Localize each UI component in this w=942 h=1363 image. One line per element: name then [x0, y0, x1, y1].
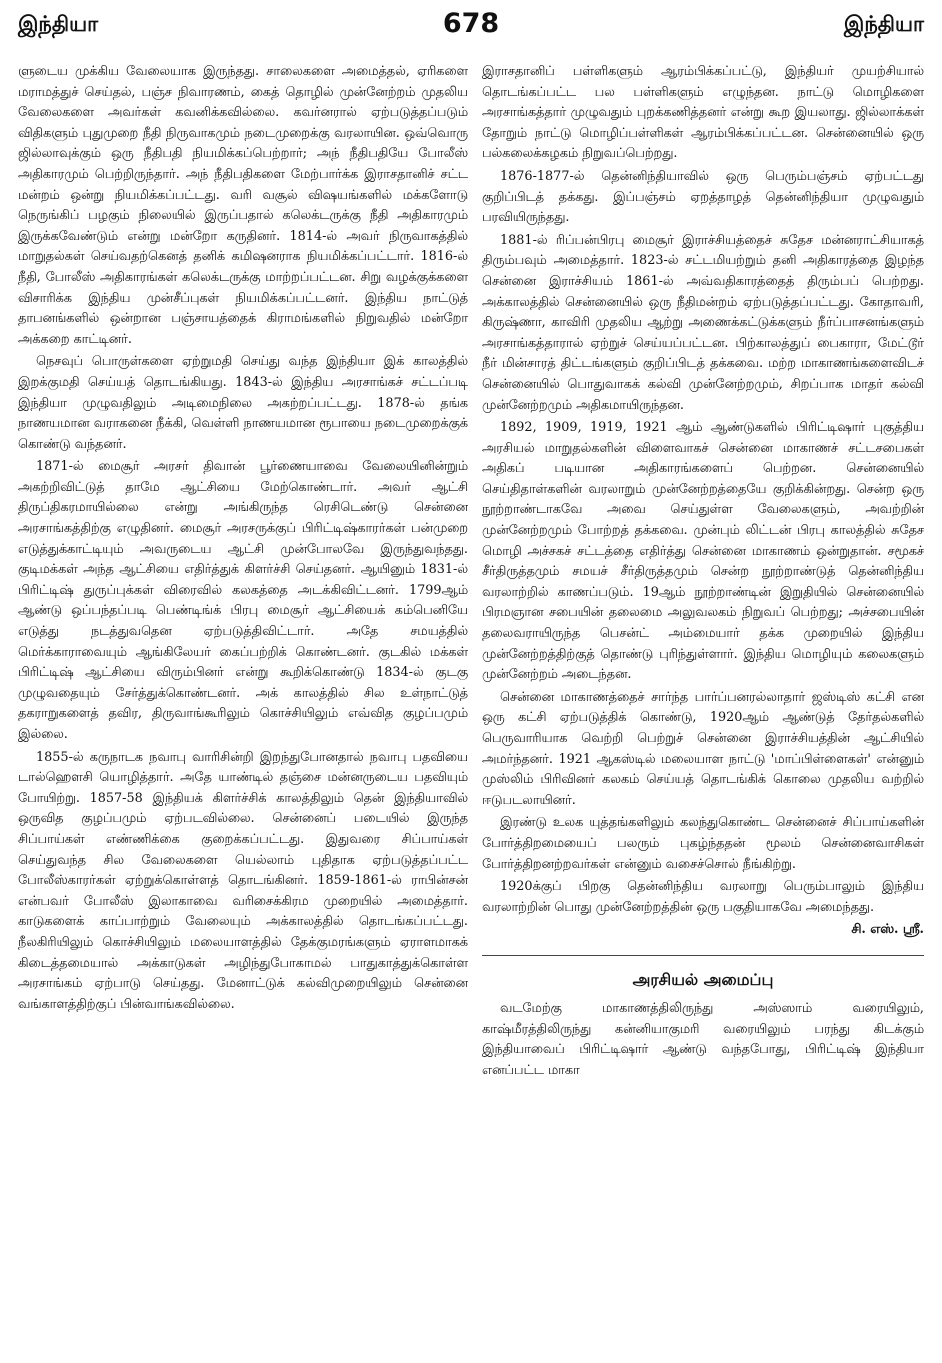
- section-heading: அரசியல் அமைப்பு: [632, 969, 774, 989]
- running-title-left: இந்தியா: [18, 12, 99, 36]
- page-header: [18, 8, 924, 46]
- section-divider: [482, 955, 924, 956]
- right-column: [482, 62, 924, 1359]
- paragraph: 1920க்குப் பிறகு தென்னிந்திய வரலாறு பெரும்பாலும் இந்திய வரலாற்றின் பொது முன்னேற்றத்தின் ஒரு பகுதியாகவே அமைந்தது.: [482, 879, 924, 915]
- paragraph: சென்னை மாகாணத்தைச் சார்ந்த பார்ப்பனரல்லாதார் ஜஸ்டிஸ் கட்சி என ஒரு கட்சி ஏற்படுத்திக் கொண்டு, 1920ஆம் ஆண்டுத் தேர்தல்களில் பெருவாரியாக வெற்றி பெற்றுச் சென்னை இராச்சியத்தின் ஆட்சியில் அமர்ந்தனர். 1921 ஆகஸ்டில் மலையாள நாட்டு 'மாப்பிள்ளைகள்' என்னும் முஸ்லிம் பிரிவினர் கலகம் செய்யத் தொடங்கிக் கொலை முதலிய வற்றில் ஈடுபடலாயினர்.: [482, 689, 924, 808]
- paragraph: 1881-ல் ரிப்பன்பிரபு மைசூர் இராச்சியத்தைச் சுதேச மன்னராட்சியாகத் திரும்பவும் அமைத்தார். 1823-ல் சட்டமியற்றும் தனி அதிகாரத்தை இழந்த சென்னை இராச்சியம் 1861-ல் அவ்வதிகாரத்தைத் திரும்பப் பெற்றது. அக்காலத்தில் சென்னையில் ஒரு நீதிமன்றம் ஏற்படுத்தப்பட்டது. கோதாவரி, கிருஷ்ணா, காவிரி முதலிய ஆற்று அணைக்கட்டுக்களும் நீர்ப்பாசனங்களும் அரசாங்கத்தாரால் ஏற்றுச் செய்யப்பட்டன. பிற்காலத்துப் பைகாரா, மேட்டூர் நீர் மின்சாரத் திட்டங்களும் குறிப்பிடத் தக்கவை. மற்ற மாகாணங்களைவிடச் சென்னையில் பொதுவாகக் கல்வி முன்னேற்றமும், சிறப்பாக மாதர் கல்வி முன்னேற்றமும் அதிகமாயிருந்தன.: [482, 232, 924, 413]
- page-number: 678: [442, 8, 500, 39]
- paragraph: வடமேற்கு மாகாணத்திலிருந்து அஸ்ஸாம் வரையிலும், காஷ்மீரத்திலிருந்து கன்னியாகுமரி வரையிலும் பரந்து கிடக்கும் இந்தியாவைப் பிரிட்டிஷார் ஆண்டு வந்தபோது, பிரிட்டிஷ் இந்தியா எனப்பட்ட மாகா: [482, 1000, 924, 1078]
- running-title-right: இந்தியா: [843, 12, 924, 36]
- paragraph: இராசதானிப் பள்ளிகளும் ஆரம்பிக்கப்பட்டு, இந்தியர் முயற்சியால் தொடங்கப்பட்ட பல பள்ளிகளும் எழுந்தன. நாட்டு மொழிகளை அரசாங்கத்தார் முழுவதும் புறக்கணித்தனர் என்று கூற இயலாது. ஜில்லாக்கள் தோறும் நாட்டு மொழிப்பள்ளிகள் ஆரம்பிக்கப்பட்டன. சென்னையில் ஒரு பல்கலைக்கழகம் நிறுவப்பெற்றது.: [482, 64, 924, 162]
- paragraph: 1892, 1909, 1919, 1921 ஆம் ஆண்டுகளில் பிரிட்டிஷார் புகுத்திய அரசியல் மாறுதல்களின் விளைவாகச் சென்னை மாகாணச் சட்டசபைகள் அதிகப் படியான அதிகாரங்களைப் பெற்றன. சென்னையில் செய்திதாள்களின் வரலாறும் முன்னேற்றத்தையே குறிக்கின்றது. சென்ற ஒரு நூற்றாண்டாகவே அவை செய்துள்ள வேலைகளும், அவற்றின் முன்னேற்றமும் போற்றத் தக்கவை. முன்பும் லிட்டன் பிரபு காலத்தில் சுதேச மொழி அச்சகச் சட்டத்தை எதிர்த்து சென்னை மாகாணம் ஒன்றுதான். சமூகச் சீர்திருத்தமும் சமயச் சீர்திருத்தமும் சென்ற நூற்றாண்டுத் தென்னிந்திய வரலாற்றில் காணப்படும். 19ஆம் நூற்றாண்டின் இறுதியில் சென்னையில் பிரமஞான சபையின் தலைமை அலுவலகம் நிறுவப் பெற்றது; அச்சபையின் தலைவராயிருந்த பெசன்ட் அம்மையார் தக்க முறையில் இந்திய முன்னேற்றத்திற்குத் தொண்டு புரிந்துள்ளார். இந்திய மொழியும் கலைகளும் முன்னேற்றம் அடைந்தன.: [482, 420, 924, 683]
- paragraph: நெசவுப் பொருள்களை ஏற்றுமதி செய்து வந்த இந்தியா இக் காலத்தில் இறக்குமதி செய்யத் தொடங்கியது. 1843-ல் இந்திய அரசாங்கச் சட்டப்படி இந்தியா முழுவதிலும் அடிமைநிலை அகற்றப்பட்டது. 1878-ல் தங்க நாணயமான வராகனை நீக்கி, வெள்ளி நாணயமான ரூபாயை நடைமுறைக்குக் கொண்டு வந்தனர்.: [18, 354, 468, 452]
- paragraph: 1855-ல் கருநாடக நவாபு வாரிசின்றி இறந்துபோனதால் நவாபு பதவியை டால்ஹௌசி யொழித்தார். அதே யாண்டில் தஞ்சை மன்னருடைய பதவியும் போயிற்று. 1857-58 இந்தியக் கிளர்ச்சிக் காலத்திலும் தென் இந்தியாவில் ஒருவித குழப்பமும் ஏற்படவில்லை. சென்னைப் படையில் இருந்த சிப்பாய்கள் எண்ணிக்கை குறைக்கப்பட்டது. இதுவரை சிப்பாய்கள் செய்துவந்த சில வேலைகளை யெல்லாம் புதிதாக ஏற்படுத்தப்பட்ட போலீஸ்காரர்கள் ஏற்றுக்கொள்ளத் தொடங்கினர். 1859-1861-ல் ராபின்சன் என்பவர் போலீஸ் இலாகாவை வரிசைக்கிரம முறையில் அமைத்தார். காடுகளைக் காப்பாற்றும் வேலையும் அக்காலத்தில் தொடங்கப்பட்டது. நீலகிரியிலும் கொச்சியிலும் மலையாளத்தில் தேக்குமரங்களும் ஏராளமாகக் கிடைத்தமையால் அக்காடுகள் அழிந்துபோகாமல் பாதுகாத்துக்கொள்ள அரசாங்கம் ஏற்பாடு செய்தது. மேனாட்டுக் கல்விமுறையிலும் சென்னை வங்காளத்திற்குப் பின்வாங்கவில்லை.: [18, 749, 468, 1012]
- paragraph: 1871-ல் மைசூர் அரசர் திவான் பூர்ணையாவை வேலையினின்றும் அகற்றிவிட்டுத் தாமே ஆட்சியை மேற்கொண்டார். அவர் ஆட்சி திருப்திகரமாயில்லை என்று அங்கிருந்த ரெசிடெண்டு சென்னை அரசாங்கத்திற்கு எழுதினர். மைசூர் அரசருக்குப் பிரிட்டிஷ்காரர்கள் பன்முறை எடுத்துக்காட்டியும் அவருடைய ஆட்சி முன்போலவே இருந்துவந்தது. குடிமக்கள் அந்த ஆட்சியை எதிர்த்துக் கிளர்ச்சி செய்தனர். ஆயினும் 1831-ல் பிரிட்டிஷ் துருப்புக்கள் விரைவில் கலகத்தை அடக்கிவிட்டனர். 1799ஆம் ஆண்டு ஒப்பந்தப்படி பெண்டிங்க் பிரபு மைசூர் ஆட்சியைக் கம்பெனியே எடுத்து நடத்துவதென ஏற்படுத்திவிட்டார். அதே சமயத்தில் மெர்க்காராவையும் ஆங்கிலேயர் கைப்பற்றிக் கொண்டனர். குடகில் மக்கள் பிரிட்டிஷ் ஆட்சியை விரும்பினர் என்று கூறிக்கொண்டு 1834-ல் குடகு முழுவதையும் சேர்த்துக்கொண்டனர். அக் காலத்தில் சில உள்நாட்டுத் தகராறுகளைத் தவிர, திருவாங்கூரிலும் கொச்சியிலும் எவ்வித குழப்பமும் இல்லை.: [18, 459, 468, 742]
- paragraph: ளுடைய முக்கிய வேலையாக இருந்தது. சாலைகளை அமைத்தல், ஏரிகளை மராமத்துச் செய்தல், பஞ்ச நிவாரணம், கைத் தொழில் முன்னேற்றம் முதலிய வேலைகளை அவர்கள் கவனிக்கவில்லை. கவர்னரால் ஏற்படுத்தப்படும் விதிகளும் புதுமுறை நீதி நிருவாகமும் நடைமுறைக்கு வரலாயின. ஒவ்வொரு ஜில்லாவுக்கும் ஒரு நீதிபதி நியமிக்கப்பெற்றார்; அந் நீதிபதியே போலீஸ் அதிகாரமும் பெற்றிருந்தார். அந் நீதிபதிகளை மேற்பார்க்க இராசதானிச் சட்ட மன்றம் ஒன்று நியமிக்கப்பட்டது. வரி வசூல் விஷயங்களில் மக்களோடு நெருங்கிப் பழகும் நிலையில் இருப்பதால் கலெக்டருக்கு நீதி அதிகாரமும் இருக்கவேண்டும் என்று மன்றோ கருதினர். 1814-ல் அவர் நிருவாகத்தில் மாறுதல்கள் செய்வதற்கெனத் தனிக் கமிஷனராக நியமிக்கப்பட்டார். 1816-ல் நீதி, போலீஸ் அதிகாரங்கள் கலெக்டருக்கு மாற்றப்பட்டன. சிறு வழக்குக்களை விசாரிக்க இந்திய முன்சீப்புகள் நியமிக்கப்பட்டனர். இந்திய நாட்டுத் தாபனங்களில் ஒன்றான பஞ்சாயத்தைக் கிராமங்களில் நிறுவதில் மன்றோ அக்கறை காட்டினர்.: [18, 64, 468, 347]
- paragraph: இரண்டு உலக யுத்தங்களிலும் கலந்துகொண்ட சென்னைச் சிப்பாய்களின் போர்த்திறமையைப் பலரும் புகழ்ந்ததன் மூலம் சென்னைவாசிகள் போர்த்திறனற்றவர்கள் என்னும் வசைச்சொல் நீங்கிற்று.: [482, 815, 924, 872]
- paragraph: 1876-1877-ல் தென்னிந்தியாவில் ஒரு பெரும்பஞ்சம் ஏற்பட்டது குறிப்பிடத் தக்கது. இப்பஞ்சம் ஏறத்தாழத் தென்னிந்தியா முழுவதும் பரவியிருந்தது.: [482, 168, 924, 226]
- author-signature: சி. எஸ். ஸ்ரீ.: [851, 922, 924, 938]
- left-column: [18, 62, 468, 1359]
